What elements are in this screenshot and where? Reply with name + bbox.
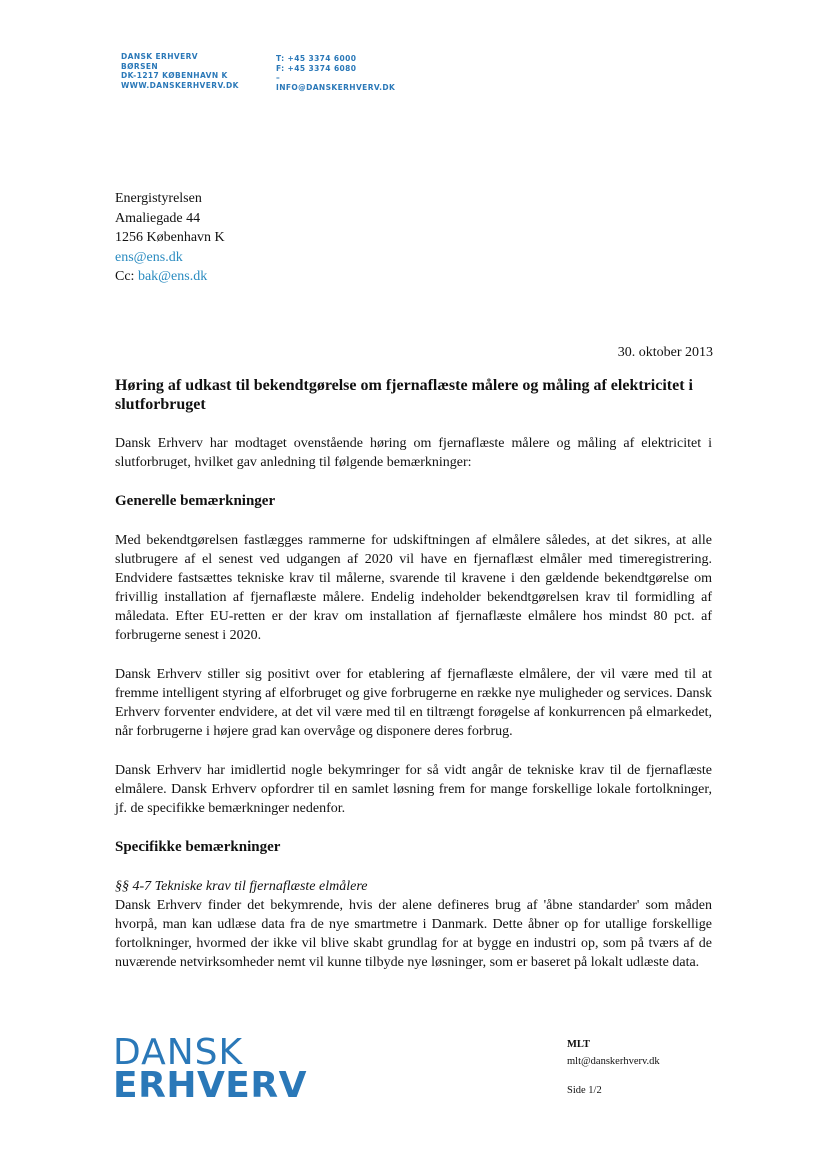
letter-body [115, 376, 712, 992]
letter-date: 30. oktober 2013 [617, 345, 713, 360]
letter-title: Høring af udkast til bekendtgørelse om fjernaflæste målere og måling af elektricitet i slutforbruget [115, 377, 693, 413]
recipient-street: Amaliegade 44 [115, 210, 201, 226]
letterhead-email[interactable]: INFO@DANSKERHVERV.DK [276, 82, 396, 92]
recipient-email-link[interactable]: ens@ens.dk [115, 249, 183, 265]
specific-heading: Specifikke bemærkninger [115, 839, 281, 855]
recipient-address [115, 189, 225, 287]
letterhead-city: DK-1217 KØBENHAVN K [121, 71, 228, 80]
author-initials: MLT [567, 1039, 590, 1050]
recipient-city: 1256 København K [115, 230, 225, 245]
recipient-name: Energistyrelsen [115, 191, 202, 206]
cc-email-link[interactable]: bak@ens.dk [137, 269, 208, 284]
footer-contact [567, 1036, 660, 1099]
letterhead-website: WWW.DANSKERHVERV.DK [121, 80, 239, 90]
letterhead-fax: F: +45 3374 6080 [276, 63, 357, 73]
letterhead-phone: T: +45 3374 6000 [276, 54, 357, 63]
letterhead-building: BØRSEN [121, 61, 159, 71]
letterhead-company: DANSK ERHVERV [121, 52, 199, 61]
general-paragraph-1: Med bekendtgørelsen fastlægges rammerne for udskiftningen af elmålere således, at det sikres, at alle slutbrugere af el senest ved udgangen af 2020 vil have en fjernaflæst elmåler med timeregistrering. Endvidere fastsættes tekniske krav til målerne, svarende til kravene i den gældende bekendtgørelse om frivillig installation af fjernaflæste målere. Endelig indeholder bekendtgørelsen krav til formidling af måledata. Efter EU-retten er der krav om installation af fjernaflæste elmålere hos mindst 80 pct. af forbrugerne senest i 2020. [115, 533, 712, 643]
logo-line-erhverv: ERHVERV [113, 1065, 307, 1106]
dansk-erhverv-logo [113, 1032, 307, 1106]
specific-subheading: §§ 4-7 Tekniske krav til fjernaflæste elmålere [115, 879, 368, 894]
general-paragraph-2: Dansk Erhverv stiller sig positivt over for etablering af fjernaflæste elmålere, der vil være med til at fremme intelligent styring af elforbruget og give forbrugerne en række nye muligheder og services. Dansk Erhverv forventer endvidere, at det vil være med til en tiltrængt forøgelse af konkurrencen på elmarkedet, når forbrugerne i højere grad kan overvåge og disponere deres forbrug. [115, 667, 712, 739]
specific-paragraph: Dansk Erhverv finder det bekymrende, hvis der alene defineres brug af 'åbne standarder' som måden hvorpå, man kan udlæse data fra de nye smartmetre i Danmark. Dette åbner op for utallige forskellige fortolkninger, hvormed der ikke vil blive skabt grundlag for at bygge en industri op, som på tværs af de nuværende netvirksomheder nemt vil kunne tilbyde nye løsninger, som er baseret på lokalt udlæste data. [115, 898, 712, 970]
logo-line-dansk: DANSK [113, 1032, 244, 1073]
cc-label: Cc: [115, 269, 138, 284]
letterhead-dash: – [276, 73, 281, 82]
general-heading: Generelle bemærkninger [115, 493, 276, 509]
page-number: Side 1/2 [567, 1085, 602, 1096]
letterhead-address [121, 52, 239, 90]
author-email[interactable]: mlt@danskerhverv.dk [567, 1056, 660, 1067]
intro-paragraph: Dansk Erhverv har modtaget ovenstående høring om fjernaflæste målere og måling af elektricitet i slutforbruget, hvilket gav anledning til følgende bemærkninger: [115, 436, 712, 470]
general-paragraph-3: Dansk Erhverv har imidlertid nogle bekymringer for så vidt angår de tekniske krav til de fjernaflæste elmålere. Dansk Erhverv opfordrer til en samlet løsning frem for mange forskellige lokale fortolkninger, jf. de specifikke bemærkninger nedenfor. [115, 763, 712, 816]
letterhead-contact [276, 54, 395, 92]
recipient-cc [115, 267, 225, 287]
